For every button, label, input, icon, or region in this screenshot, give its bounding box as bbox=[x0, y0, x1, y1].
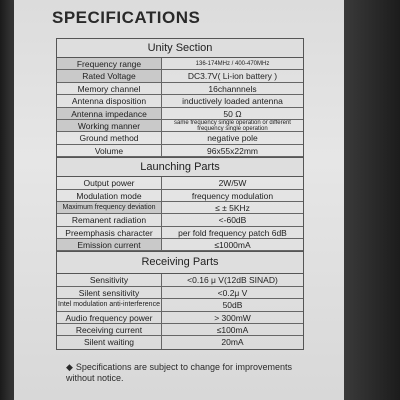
table-row bbox=[57, 95, 303, 107]
table-row bbox=[57, 227, 303, 239]
row-value: negative pole bbox=[207, 133, 258, 144]
row-label: Antenna disposition bbox=[57, 95, 162, 106]
row-value: ≤ ± 5KHz bbox=[215, 202, 250, 213]
page-title: SPECIFICATIONS bbox=[52, 8, 201, 27]
row-value: 20mA bbox=[221, 337, 244, 348]
table-row bbox=[57, 120, 303, 132]
row-label: Antenna impedance bbox=[57, 108, 162, 119]
row-value: per fold frequency patch 6dB bbox=[178, 227, 287, 238]
table-row bbox=[57, 202, 303, 214]
table-row bbox=[57, 177, 303, 189]
table-row bbox=[57, 70, 303, 82]
section-title-receiving: Receiving Parts bbox=[57, 251, 303, 274]
row-label: Working manner bbox=[57, 120, 162, 131]
row-label: Audio frequency power bbox=[57, 312, 162, 323]
spec-table bbox=[56, 38, 304, 350]
footnote bbox=[66, 362, 316, 384]
table-row bbox=[57, 214, 303, 226]
row-value: 50dB bbox=[222, 300, 243, 311]
row-value: <0.16 μ V(12dB SINAD) bbox=[187, 275, 278, 286]
row-value: ≤100mA bbox=[216, 325, 249, 336]
table-row bbox=[57, 287, 303, 299]
row-label: Output power bbox=[57, 177, 162, 188]
row-label: Frequency range bbox=[57, 58, 162, 69]
row-value: 50 Ω bbox=[223, 108, 242, 119]
row-label: Silent sensitivity bbox=[57, 287, 162, 298]
row-value: > 300mW bbox=[214, 312, 251, 323]
section-title-launching: Launching Parts bbox=[57, 157, 303, 177]
table-row bbox=[57, 312, 303, 324]
row-label: Sensitivity bbox=[57, 274, 162, 285]
row-label: Remanent radiation bbox=[57, 214, 162, 225]
table-row bbox=[57, 274, 303, 286]
table-row bbox=[57, 299, 303, 311]
row-label: Emission current bbox=[57, 239, 162, 250]
row-label: Memory channel bbox=[57, 83, 162, 94]
row-value: 16channnels bbox=[208, 83, 257, 94]
background-right bbox=[344, 0, 400, 400]
background-left-edge bbox=[0, 0, 14, 400]
table-row bbox=[57, 190, 303, 202]
table-row bbox=[57, 132, 303, 144]
row-value: inductively loaded antenna bbox=[182, 96, 283, 107]
row-label: Ground method bbox=[57, 132, 162, 143]
row-value: 96x55x22mm bbox=[206, 145, 259, 156]
row-value: <-60dB bbox=[218, 215, 247, 226]
row-label: Preemphasis character bbox=[57, 227, 162, 238]
table-row bbox=[57, 336, 303, 348]
row-label: Modulation mode bbox=[57, 190, 162, 201]
row-value: <0.2μ V bbox=[217, 287, 248, 298]
row-value: same frequency single operation or different frequency single operation bbox=[174, 119, 291, 132]
footnote-text: Specifications are subject to change for improvements without notice. bbox=[66, 362, 293, 383]
row-label: Silent waiting bbox=[57, 336, 162, 348]
row-label: Receiving current bbox=[57, 324, 162, 335]
row-value: 136-174MHz / 400-470MHz bbox=[195, 61, 270, 67]
table-row bbox=[57, 83, 303, 95]
row-value: frequency modulation bbox=[191, 190, 274, 201]
row-value: ≤1000mA bbox=[214, 240, 251, 251]
table-row bbox=[57, 58, 303, 70]
row-label: Rated Voltage bbox=[57, 70, 162, 81]
section-title-unity: Unity Section bbox=[57, 39, 303, 58]
row-value: DC3.7V( Li-ion battery ) bbox=[187, 71, 278, 82]
table-row bbox=[57, 145, 303, 157]
row-label: Volume bbox=[57, 145, 162, 156]
row-value: 2W/5W bbox=[218, 178, 247, 189]
table-row bbox=[57, 239, 303, 251]
table-row bbox=[57, 108, 303, 120]
table-row bbox=[57, 324, 303, 336]
row-label: Maximum frequency deviation bbox=[57, 202, 162, 213]
row-label: Intel modulation anti-interference bbox=[57, 299, 162, 310]
bullet-icon: ◆ bbox=[66, 362, 73, 372]
